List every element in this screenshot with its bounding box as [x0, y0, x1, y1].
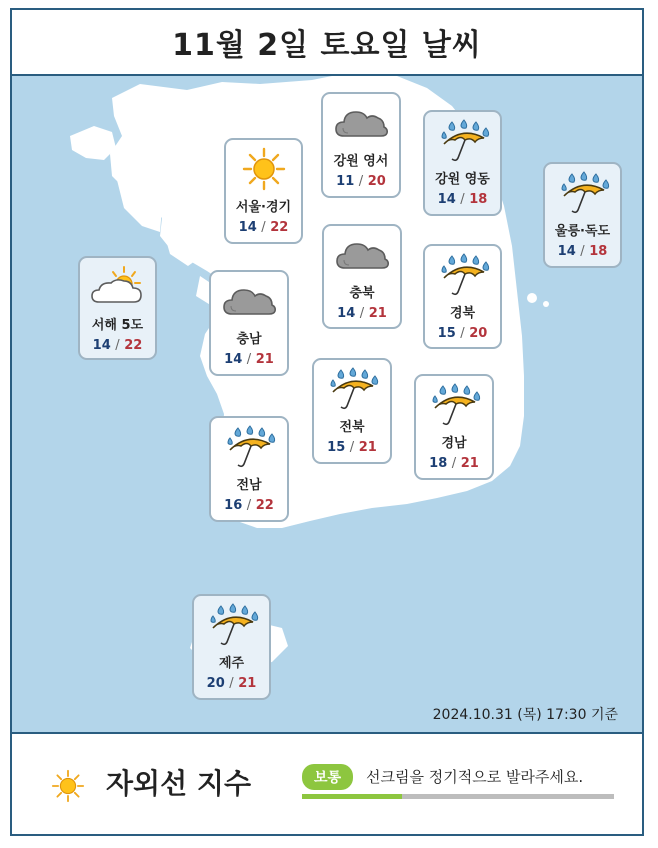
rain-umbrella-icon — [203, 602, 261, 648]
rain-umbrella-icon — [434, 252, 492, 298]
region-name: 충북 — [349, 286, 375, 301]
region-name: 서울·경기 — [235, 200, 292, 215]
region-name: 전북 — [339, 420, 365, 435]
region-temps: 15 / 21 — [327, 440, 377, 455]
region-card-강원영동 — [423, 110, 502, 216]
uv-title: 자외선 지수 — [106, 767, 251, 800]
title-bar — [12, 10, 642, 76]
page-title: 11월 2일 토요일 날씨 — [172, 28, 482, 63]
region-name: 강원 영동 — [435, 172, 490, 187]
region-card-전북 — [312, 358, 392, 464]
region-temps: 14 / 22 — [238, 220, 289, 235]
rain-umbrella-icon — [425, 382, 483, 428]
region-card-서울경기 — [224, 138, 303, 244]
region-temps: 18 / 21 — [429, 456, 479, 471]
rain-umbrella-icon — [554, 170, 612, 216]
region-temps: 14 / 18 — [557, 244, 608, 259]
region-temps: 14 / 21 — [337, 306, 387, 321]
region-name: 강원 영서 — [333, 154, 389, 169]
region-name: 울릉·독도 — [554, 224, 611, 239]
region-name: 제주 — [218, 656, 245, 671]
cloud-icon — [332, 100, 390, 146]
region-temps: 14 / 21 — [224, 352, 274, 367]
region-card-서해5도 — [78, 256, 157, 360]
region-name: 서해 5도 — [91, 318, 144, 333]
region-card-경남 — [414, 374, 494, 480]
region-card-전남 — [209, 416, 289, 522]
uv-level-badge: 보통 — [302, 764, 353, 790]
region-card-충북 — [322, 224, 402, 329]
region-card-충남 — [209, 270, 289, 376]
region-temps: 15 / 20 — [437, 326, 488, 341]
uv-level-fill — [302, 794, 402, 799]
region-temps: 14 / 18 — [437, 192, 488, 207]
region-card-울릉독도 — [543, 162, 622, 268]
partly-cloudy-icon — [89, 264, 147, 310]
region-card-경북 — [423, 244, 502, 349]
uv-level-bar — [302, 794, 614, 799]
uv-advice: 선크림을 정기적으로 발라주세요. — [366, 768, 584, 786]
timestamp: 2024.10.31 (목) 17:30 기준 — [432, 707, 618, 723]
sun-icon — [46, 764, 90, 808]
region-card-제주 — [192, 594, 271, 700]
region-name: 전남 — [236, 478, 262, 493]
sun-icon — [235, 146, 293, 192]
region-temps: 16 / 22 — [224, 498, 274, 513]
region-name: 경남 — [441, 436, 467, 451]
rain-umbrella-icon — [220, 424, 278, 470]
uv-index-panel — [12, 736, 642, 834]
region-name: 경북 — [449, 306, 476, 321]
region-temps: 11 / 20 — [336, 174, 386, 189]
region-name: 충남 — [236, 332, 262, 347]
region-card-강원영서 — [321, 92, 401, 198]
weather-map — [12, 76, 642, 734]
cloud-icon — [220, 278, 278, 324]
region-temps: 14 / 22 — [92, 338, 143, 353]
cloud-icon — [333, 232, 391, 278]
rain-umbrella-icon — [434, 118, 492, 164]
region-temps: 20 / 21 — [206, 676, 257, 691]
rain-umbrella-icon — [323, 366, 381, 412]
